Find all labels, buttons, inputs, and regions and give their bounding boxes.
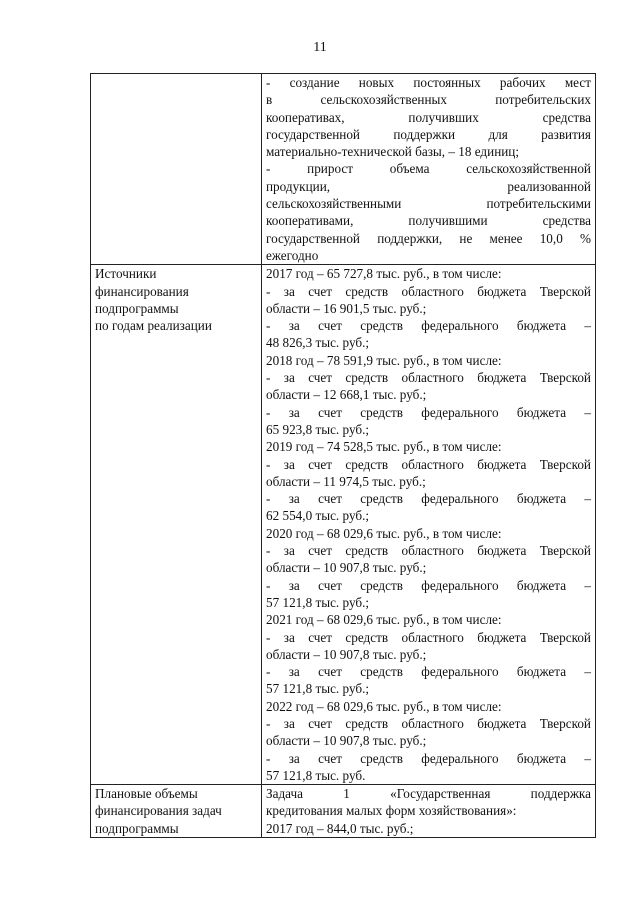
row3-right-cell — [262, 785, 596, 838]
row2-left-cell — [91, 265, 262, 785]
text-line: подпрограммы — [95, 300, 179, 316]
text-line: подпрограммы — [95, 820, 179, 836]
text-line: кооперативах, получивших средства — [266, 109, 591, 125]
passport-table — [90, 73, 596, 838]
text-line: Задача 1 «Государственная поддержка — [266, 786, 591, 802]
text-line: Плановые объемы — [95, 786, 198, 802]
text-line: - за счет средств федерального бюджета – — [266, 491, 591, 507]
text-line: - за счет средств областного бюджета Тверской — [266, 283, 591, 299]
text-line: 2019 год – 74 528,5 тыс. руб., в том числе: — [266, 439, 502, 455]
text-line: в сельскохозяйственных потребительских — [266, 92, 591, 108]
text-line: - за счет средств областного бюджета Тверской — [266, 543, 591, 559]
planned-volumes-text — [266, 785, 591, 837]
text-line: области – 16 901,5 тыс. руб.; — [266, 300, 427, 316]
row1-right-cell — [262, 74, 596, 265]
text-line: области – 11 974,5 тыс. руб.; — [266, 473, 426, 489]
row1-left-cell — [91, 74, 262, 265]
text-line: 2017 год – 844,0 тыс. руб.; — [266, 820, 414, 836]
text-line: - за счет средств федерального бюджета – — [266, 577, 591, 593]
row2-right-cell — [262, 265, 596, 785]
text-line: - за счет средств областного бюджета Тверской — [266, 629, 591, 645]
text-line: - прирост объема сельскохозяйственной — [266, 161, 591, 177]
text-line: по годам реализации — [95, 318, 212, 334]
text-line: - за счет средств областного бюджета Тверской — [266, 715, 591, 731]
text-line: государственной поддержки, не менее 10,0 % — [266, 230, 591, 246]
text-line: 2021 год – 68 029,6 тыс. руб., в том числе: — [266, 612, 502, 628]
text-line: области – 12 668,1 тыс. руб.; — [266, 387, 427, 403]
text-line: 2020 год – 68 029,6 тыс. руб., в том числе: — [266, 525, 502, 541]
text-line: ежегодно — [266, 247, 319, 263]
table-row-results — [91, 74, 596, 265]
text-line: финансирования задач — [95, 803, 222, 819]
text-line: финансирования — [95, 283, 189, 299]
text-line: - за счет средств областного бюджета Тверской — [266, 456, 591, 472]
text-line: 57 121,8 тыс. руб.; — [266, 681, 370, 697]
text-line: 2022 год – 68 029,6 тыс. руб., в том числе: — [266, 698, 502, 714]
results-text — [266, 74, 591, 264]
text-line: кооперативами, получившими средства — [266, 213, 591, 229]
text-line: кредитования малых форм хозяйствования»: — [266, 803, 517, 819]
text-line: - за счет средств федерального бюджета – — [266, 318, 591, 334]
text-line: 57 121,8 тыс. руб.; — [266, 594, 370, 610]
text-line: материально-технической базы, – 18 единиц; — [266, 144, 520, 160]
text-line: продукции, реализованной — [266, 178, 591, 194]
text-line: - за счет средств областного бюджета Тверской — [266, 370, 591, 386]
text-line: области – 10 907,8 тыс. руб.; — [266, 560, 427, 576]
text-line: государственной поддержки для развития — [266, 126, 591, 142]
text-line: 65 923,8 тыс. руб.; — [266, 421, 370, 437]
text-line: 57 121,8 тыс. руб. — [266, 767, 366, 783]
table-row-funding-sources — [91, 265, 596, 785]
funding-by-years-text — [266, 265, 591, 784]
text-line: - за счет средств федерального бюджета – — [266, 750, 591, 766]
text-line: 2018 год – 78 591,9 тыс. руб., в том числе: — [266, 352, 502, 368]
text-line: - создание новых постоянных рабочих мест — [266, 75, 591, 90]
text-line: 2017 год – 65 727,8 тыс. руб., в том числе: — [266, 266, 502, 282]
text-line: сельскохозяйственными потребительскими — [266, 196, 591, 212]
row3-left-cell — [91, 785, 262, 838]
text-line: 62 554,0 тыс. руб.; — [266, 508, 370, 524]
text-line: области – 10 907,8 тыс. руб.; — [266, 733, 427, 749]
text-line: - за счет средств федерального бюджета – — [266, 664, 591, 680]
funding-sources-label — [95, 265, 257, 334]
table-row-planned-volumes — [91, 785, 596, 838]
text-line: - за счет средств федерального бюджета – — [266, 404, 591, 420]
page-number: 11 — [313, 40, 327, 55]
text-line: 48 826,3 тыс. руб.; — [266, 335, 370, 351]
text-line: Источники — [95, 266, 157, 282]
planned-volumes-label — [95, 785, 257, 837]
text-line: области – 10 907,8 тыс. руб.; — [266, 646, 427, 662]
